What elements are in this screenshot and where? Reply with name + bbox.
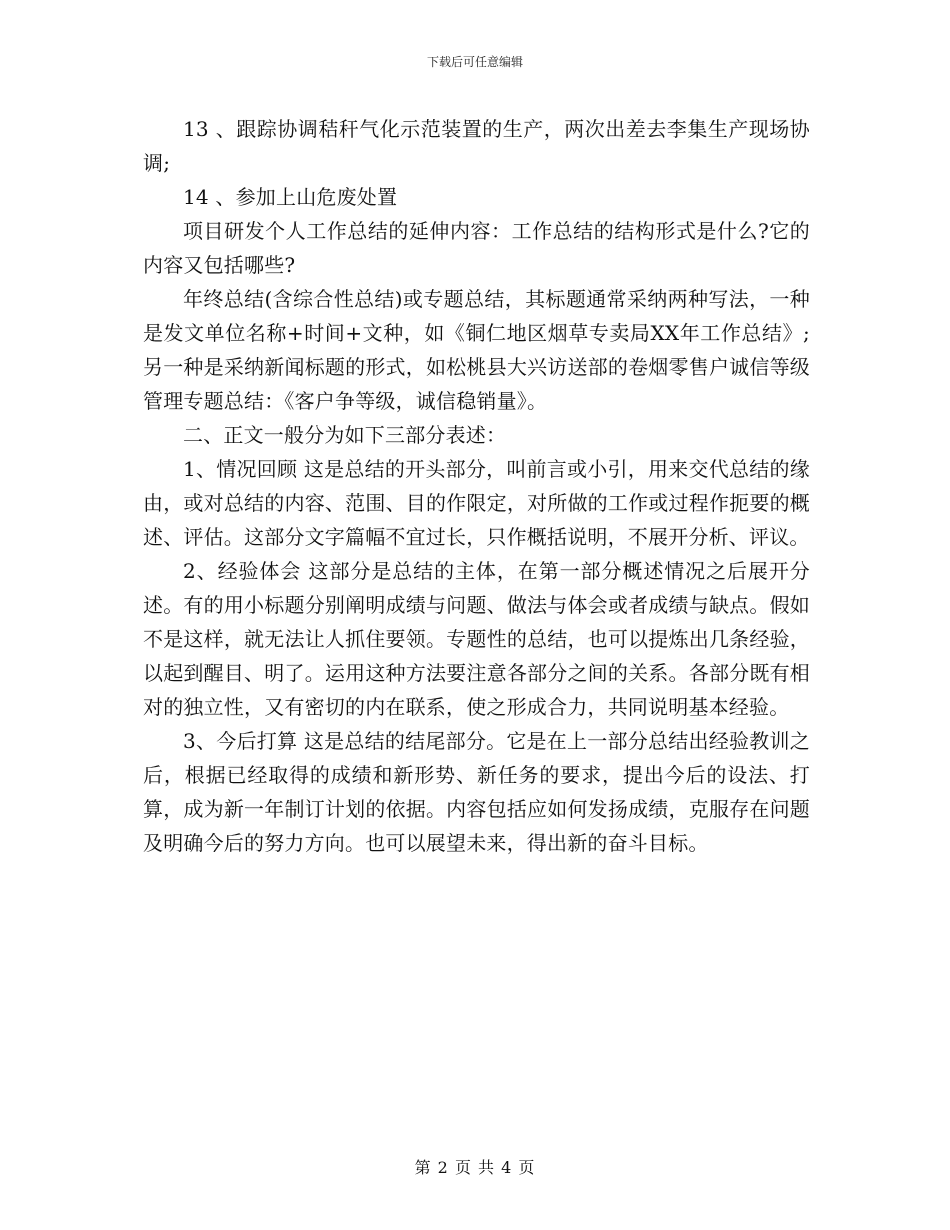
paragraph-review: 1、情况回顾 这是总结的开头部分，叫前言或小引，用来交代总结的缘由，或对总结的内容、范围、目的作限定，对所做的工作或过程作扼要的概述、评估。这部分文字篇幅不宜过长，只作概括说明，不展开分析、评议。 bbox=[143, 457, 810, 549]
paragraph-experience: 2、经验体会 这部分是总结的主体，在第一部分概述情况之后展开分述。有的用小标题分别阐明成绩与问题、做法与体会或者成绩与缺点。假如不是这样，就无法让人抓住要领。专题性的总结，也可以提炼出几条经验，以起到醒目、明了。运用这种方法要注意各部分之间的关系。各部分既有相对的独立性，又有密切的内在联系，使之形成合力，共同说明基本经验。 bbox=[143, 559, 810, 719]
paragraph-14: 14 、参加上山危废处置 bbox=[183, 185, 398, 209]
paragraph-plan: 3、今后打算 这是总结的结尾部分。它是在上一部分总结出经验教训之后，根据已经取得的成绩和新形势、新任务的要求，提出今后的设法、打算，成为新一年制订计划的依据。内容包括应如何发扬成绩，克服存在问题及明确今后的努力方向。也可以展望未来，得出新的奋斗目标。 bbox=[143, 729, 810, 855]
paragraph-title-format: 年终总结(含综合性总结)或专题总结，其标题通常采纳两种写法，一种是发文单位名称+时间+文种，如《铜仁地区烟草专卖局XX年工作总结》;另一种是采纳新闻标题的形式，如松桃县大兴访送部的卷烟零售户诚信等级管理专题总结：《客户争等级，诚信稳销量》。 bbox=[143, 287, 810, 413]
page-number: 第 2 页 共 4 页 bbox=[414, 1158, 536, 1177]
page-header: 下载后可任意编辑 bbox=[426, 55, 523, 69]
paragraph-13: 13 、跟踪协调秸秆气化示范装置的生产，两次出差去李集生产现场协调; bbox=[143, 117, 810, 175]
section-heading-two: 二、正文一般分为如下三部分表述： bbox=[183, 423, 507, 447]
paragraph-extension: 项目研发个人工作总结的延伸内容：工作总结的结构形式是什么?它的内容又包括哪些? bbox=[143, 219, 810, 277]
document-body bbox=[143, 112, 810, 860]
